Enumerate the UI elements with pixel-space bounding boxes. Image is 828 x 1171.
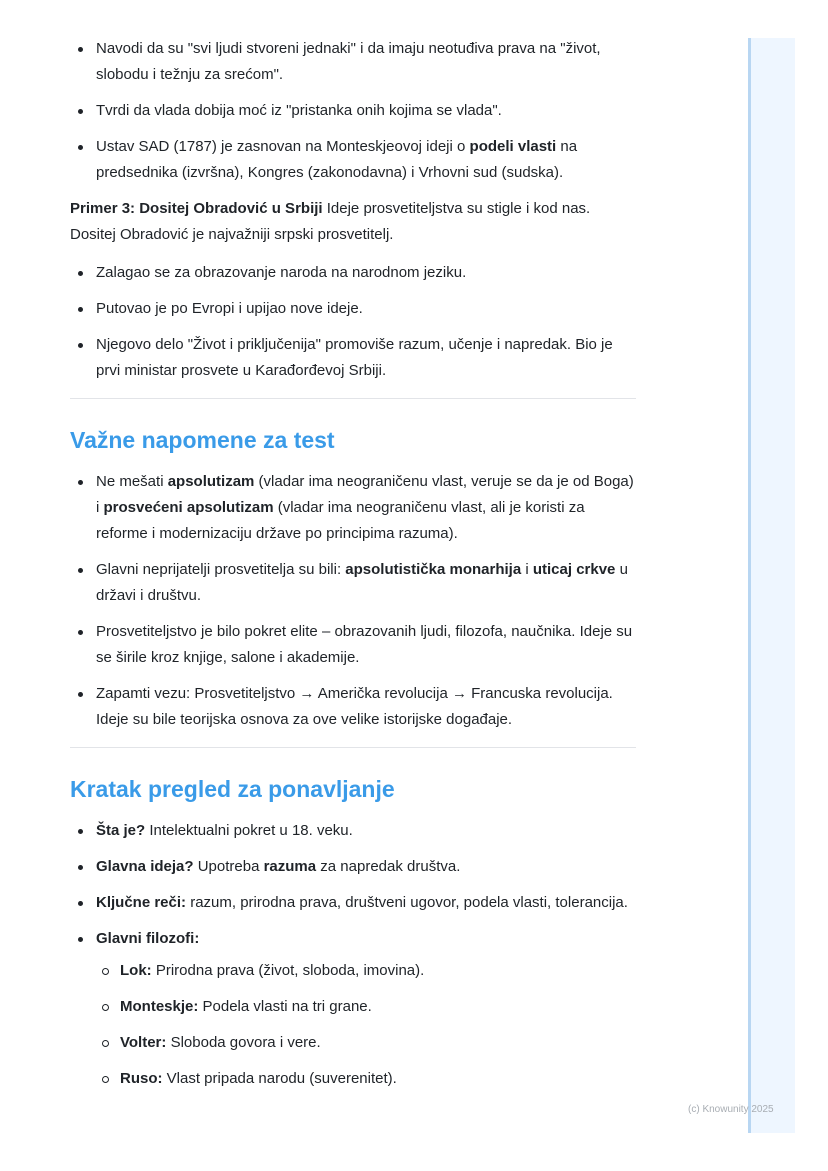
text: Zapamti vezu: Prosvetiteljstvo → Američka revolucija → Francuska revolucija. Ideje su bile teorijska osnova za ove velike istorijske događaje. bbox=[96, 685, 613, 728]
bold-text: Šta je? bbox=[96, 822, 146, 839]
text: Intelektualni pokret u 18. veku. bbox=[145, 822, 353, 839]
bold-text: Lok: bbox=[120, 962, 152, 979]
list-review bbox=[70, 818, 636, 1092]
section-heading-review: Kratak pregled za ponavljanje bbox=[70, 776, 395, 802]
text: Zalagao se za obrazovanje naroda na narodnom jeziku. bbox=[96, 264, 467, 281]
bold-text: apsolutizam bbox=[167, 473, 255, 490]
text: (vladar ima neograničenu vlast, ali je koristi za reforme i modernizaciju države po principima razuma). bbox=[96, 499, 585, 542]
divider bbox=[70, 747, 636, 748]
text: Ustav SAD (1787) je zasnovan na Monteskjeovoj ideji o bbox=[96, 138, 470, 155]
text: Njegovo delo "Život i priključenija" promoviše razum, učenje i napredak. Bio je prvi ministar prosvete u Karađorđevoj Srbiji. bbox=[96, 336, 613, 379]
text: Putovao je po Evropi i upijao nove ideje. bbox=[96, 300, 363, 317]
bold-text: razuma bbox=[263, 858, 317, 875]
bold-text: podeli vlasti bbox=[469, 138, 557, 155]
text: Vlast pripada narodu (suverenitet). bbox=[162, 1070, 397, 1087]
text: i bbox=[521, 561, 533, 578]
bold-text: Volter: bbox=[120, 1034, 167, 1051]
list-item bbox=[96, 890, 636, 916]
list-item bbox=[120, 1066, 636, 1092]
philosophers-label: Glavni filozofi: bbox=[96, 930, 200, 947]
list-item bbox=[96, 681, 636, 733]
list-dositej bbox=[70, 260, 636, 384]
divider bbox=[70, 398, 636, 399]
text: Glavni neprijatelji prosvetitelja su bili: bbox=[96, 561, 346, 578]
list-test-notes bbox=[70, 469, 636, 733]
bold-text: Glavna ideja? bbox=[96, 858, 194, 875]
text: za napredak društva. bbox=[316, 858, 461, 875]
text: Tvrdi da vlada dobija moć iz "pristanka onih kojima se vlada". bbox=[96, 102, 502, 119]
bold-text: apsolutistička monarhija bbox=[345, 561, 522, 578]
list-item bbox=[96, 619, 636, 671]
example-paragraph bbox=[70, 196, 636, 248]
text: Navodi da su "svi ljudi stvoreni jednaki" i da imaju neotuđiva prava na "život, slobodu i težnju za srećom". bbox=[96, 40, 601, 83]
side-panel bbox=[748, 38, 795, 1133]
text: u državi i društvu. bbox=[96, 561, 628, 604]
text: Sloboda govora i vere. bbox=[166, 1034, 321, 1051]
text: razum, prirodna prava, društveni ugovor, podela vlasti, tolerancija. bbox=[186, 894, 628, 911]
list-item bbox=[96, 36, 636, 88]
bold-text: Monteskje: bbox=[120, 998, 199, 1015]
section-heading-test-notes: Važne napomene za test bbox=[70, 427, 335, 453]
list-item bbox=[96, 134, 636, 186]
text: Prirodna prava (život, sloboda, imovina). bbox=[151, 962, 425, 979]
list-item bbox=[120, 1030, 636, 1056]
list-item bbox=[96, 557, 636, 609]
text: Podela vlasti na tri grane. bbox=[198, 998, 372, 1015]
copyright-footer: (c) Knowunity 2025 bbox=[688, 1104, 774, 1115]
list-item bbox=[120, 958, 636, 984]
list-item bbox=[96, 926, 636, 1092]
bold-text: prosvećeni apsolutizam bbox=[103, 499, 274, 516]
text: Ideje prosvetiteljstva su stigle i kod nas. Dositej Obradović je najvažniji srpski prosvetitelj. bbox=[70, 200, 591, 243]
list-item bbox=[96, 469, 636, 547]
bold-text: uticaj crkve bbox=[532, 561, 616, 578]
bold-text: Ruso: bbox=[120, 1070, 163, 1087]
bold-text: Ključne reči: bbox=[96, 894, 187, 911]
text: Prosvetiteljstvo je bilo pokret elite – obrazovanih ljudi, filozofa, naučnika. Ideje su se širile kroz knjige, salone i akademije. bbox=[96, 623, 633, 666]
list-item bbox=[96, 332, 636, 384]
text: na predsednika (izvršna), Kongres (zakonodavna) i Vrhovni sud (sudska). bbox=[96, 138, 578, 181]
list-philosophers bbox=[96, 958, 636, 1092]
list-item bbox=[96, 854, 636, 880]
list-item bbox=[96, 260, 636, 286]
text: Upotreba bbox=[193, 858, 264, 875]
bold-text: Primer 3: Dositej Obradović u Srbiji bbox=[70, 200, 323, 217]
list-item bbox=[96, 818, 636, 844]
text: (vladar ima neograničenu vlast, veruje se da je od Boga) i bbox=[96, 473, 634, 516]
list-item bbox=[96, 296, 636, 322]
list-item bbox=[96, 98, 636, 124]
document-content bbox=[70, 36, 636, 1102]
text: Ne mešati bbox=[96, 473, 168, 490]
list-declaration bbox=[70, 36, 636, 186]
list-item bbox=[120, 994, 636, 1020]
